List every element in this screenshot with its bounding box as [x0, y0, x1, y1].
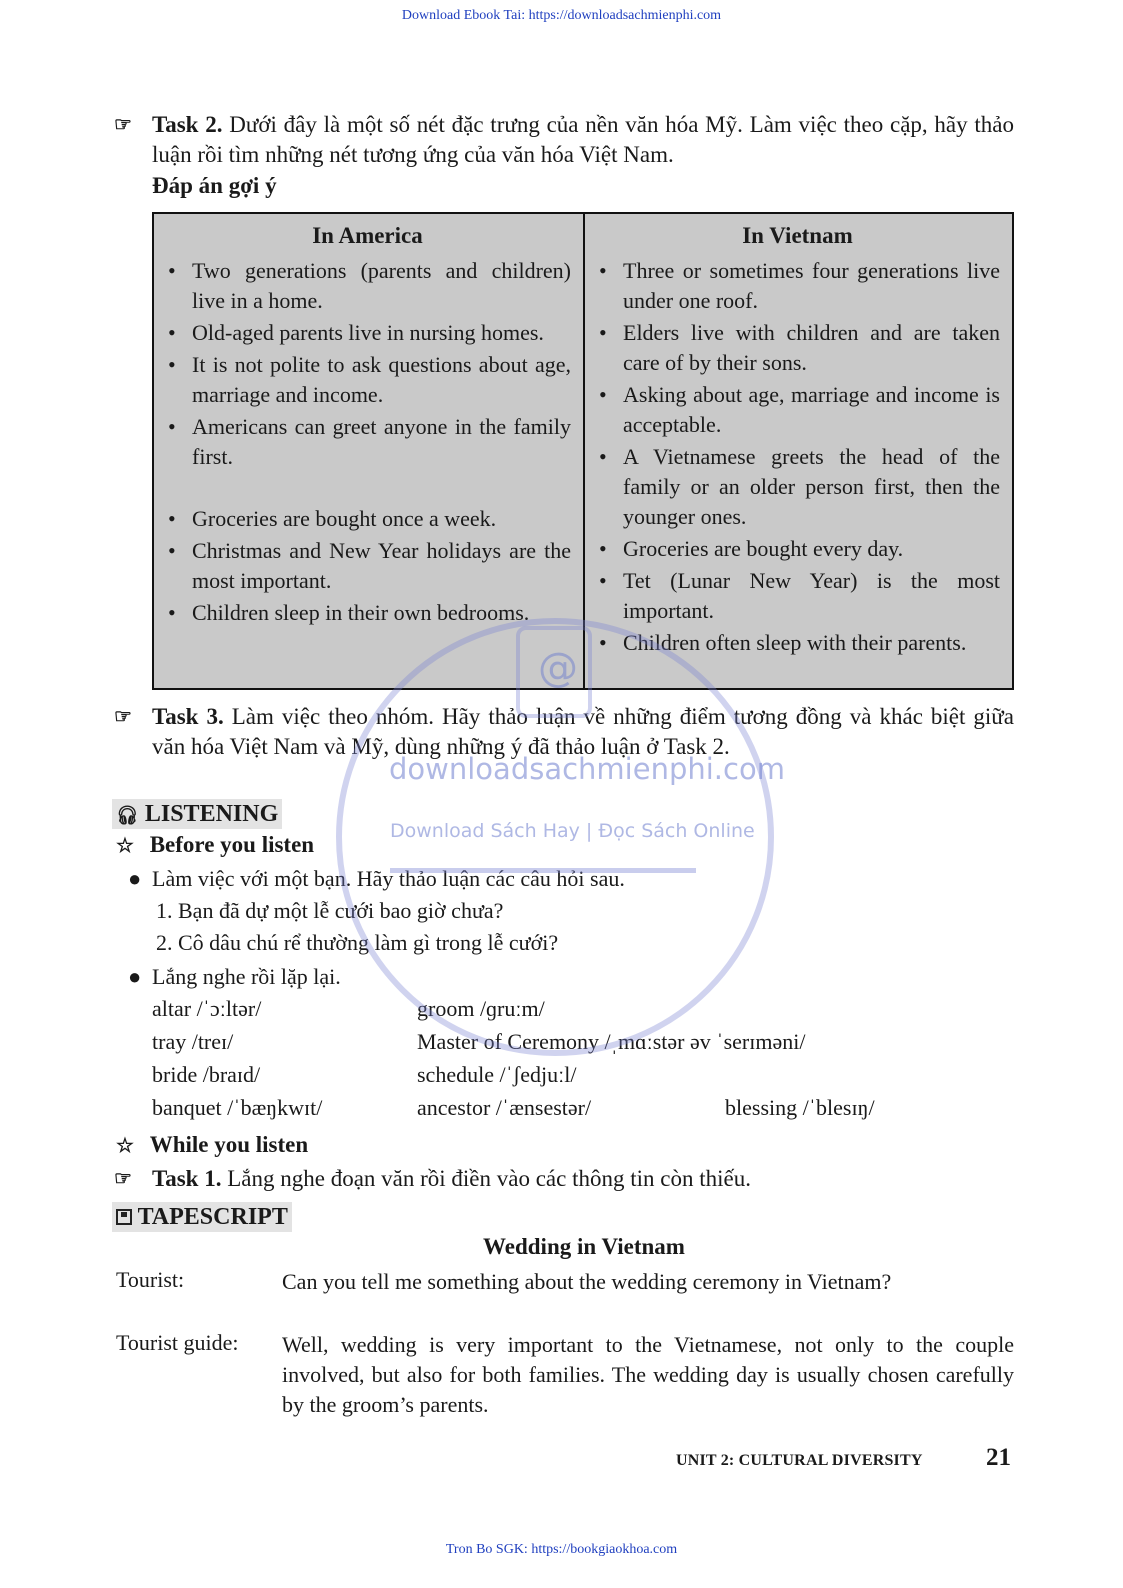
- vietnam-item: • A Vietnamese greets the head of the family or an older person first, then the younger ones.: [595, 442, 1000, 532]
- header-download-link[interactable]: Download Ebook Tai: https://downloadsachmienphi.com: [401, 8, 722, 23]
- page-number: 21: [986, 1444, 1011, 1471]
- america-item: • Christmas and New Year holidays are the most important.: [164, 536, 571, 596]
- vietnam-item: • Tet (Lunar New Year) is the most important.: [595, 566, 1000, 626]
- tapescript-title: Wedding in Vietnam: [483, 1234, 685, 1259]
- vocab-item: altar /ˈɔːltər/: [152, 996, 262, 1021]
- vietnam-header: In Vietnam: [742, 223, 853, 248]
- speaker-label: Tourist guide:: [116, 1330, 239, 1355]
- task2-label: Task 2.: [152, 112, 223, 137]
- america-item: • It is not polite to ask questions about age, marriage and income.: [164, 350, 571, 410]
- task3-text: Làm việc theo nhóm. Hãy thảo luận về những điểm tương đồng và khác biệt giữa văn hóa Việt Nam và Mỹ, dùng những ý đã thảo luận ở Task 2.: [152, 704, 1014, 759]
- pointing-hand-icon: ☞: [114, 706, 132, 728]
- listening-heading-text: LISTENING: [144, 801, 279, 827]
- headphones-icon: 🎧︎: [116, 805, 139, 825]
- unit-label: UNIT 2: CULTURAL DIVERSITY: [676, 1452, 923, 1469]
- listening-task1-text: Lắng nghe đoạn văn rồi điền vào các thông tin còn thiếu.: [227, 1166, 751, 1191]
- listening-task1-label: Task 1.: [152, 1166, 222, 1191]
- bullet-dot: ●: [128, 866, 142, 891]
- vocab-item: groom /ɡruːm/: [417, 996, 545, 1021]
- vocab-item: ancestor /ˈænsestər/: [417, 1095, 592, 1120]
- footer-bookgiaokhoa-link[interactable]: Tron Bo SGK: https://bookgiaokhoa.com: [445, 1542, 678, 1557]
- america-column: [154, 214, 583, 688]
- vietnam-item: • Asking about age, marriage and income is acceptable.: [595, 380, 1000, 440]
- answer-heading: Đáp án gợi ý: [152, 173, 277, 198]
- before-you-listen-heading: [116, 832, 314, 858]
- before-you-listen-text: Before you listen: [149, 832, 315, 857]
- vietnam-item: • Three or sometimes four generations live under one roof.: [595, 256, 1000, 316]
- question-2: 2. Cô dâu chú rể thường làm gì trong lễ cưới?: [156, 930, 559, 955]
- while-you-listen-heading: [116, 1132, 308, 1158]
- vocab-item: blessing /ˈblesɪŋ/: [725, 1095, 875, 1120]
- vietnam-item: • Elders live with children and are taken care of by their sons.: [595, 318, 1000, 378]
- tapescript-heading: [112, 1202, 292, 1232]
- culture-comparison-table: [152, 212, 1014, 690]
- america-item: • Groceries are bought once a week.: [164, 504, 571, 534]
- watermark-book-icon: @: [516, 626, 592, 718]
- watermark-site: downloadsachmienphi.com: [389, 752, 785, 786]
- star-icon: ☆: [116, 835, 134, 857]
- listening-bullet-2-text: Lắng nghe rồi lặp lại.: [152, 964, 341, 989]
- listening-heading: [112, 799, 282, 829]
- speech-text: Can you tell me something about the wedding ceremony in Vietnam?: [282, 1269, 892, 1294]
- pointing-hand-icon: ☞: [114, 1168, 132, 1190]
- star-icon: ☆: [116, 1135, 134, 1157]
- vocab-item: banquet /ˈbæŋkwɪt/: [152, 1095, 323, 1120]
- tapescript-heading-text: TAPESCRIPT: [137, 1204, 288, 1230]
- vocab-item: schedule /ˈʃedjuːl/: [417, 1062, 577, 1087]
- vietnam-column: [583, 214, 1012, 688]
- task2-text: Dưới đây là một số nét đặc trưng của nền văn hóa Mỹ. Làm việc theo cặp, hãy thảo luận rồi tìm những nét tương ứng của văn hóa Việt Nam.: [152, 112, 1015, 167]
- task3-label: Task 3.: [152, 704, 224, 729]
- floppy-disk-icon: [116, 1209, 132, 1225]
- speaker-label: Tourist:: [116, 1267, 185, 1292]
- listening-task1: [114, 1164, 1014, 1194]
- while-you-listen-text: While you listen: [149, 1132, 309, 1157]
- vocab-item: Master of Ceremony /ˌmɑːstər əv ˈserɪməni/: [417, 1029, 806, 1054]
- america-header: In America: [312, 223, 423, 248]
- bullet-dot: ●: [128, 964, 142, 989]
- task2-paragraph: [114, 110, 1015, 170]
- watermark-underline: [390, 868, 696, 873]
- listening-bullet-2: [128, 964, 341, 990]
- question-1: 1. Bạn đã dự một lễ cưới bao giờ chưa?: [156, 898, 504, 923]
- america-item: • Old-aged parents live in nursing homes.: [164, 318, 571, 348]
- listening-bullet-1-text: Làm việc với một bạn. Hãy thảo luận các câu hỏi sau.: [152, 866, 625, 891]
- pointing-hand-icon: ☞: [114, 114, 132, 136]
- america-item: • Americans can greet anyone in the family first.: [164, 412, 571, 502]
- america-item: • Two generations (parents and children) live in a home.: [164, 256, 571, 316]
- vietnam-item: • Children often sleep with their parents.: [595, 628, 1000, 658]
- speech-text: Well, wedding is very important to the Vietnamese, not only to the couple involved, but also for both families. The wedding day is usually chosen carefully by the groom’s parents.: [282, 1332, 1014, 1417]
- watermark-tagline: Download Sách Hay | Đọc Sách Online: [390, 820, 755, 842]
- vietnam-item: • Groceries are bought every day.: [595, 534, 1000, 564]
- america-item: • Children sleep in their own bedrooms.: [164, 598, 571, 628]
- vocab-item: bride /braɪd/: [152, 1062, 261, 1087]
- vocab-item: tray /treɪ/: [152, 1029, 234, 1054]
